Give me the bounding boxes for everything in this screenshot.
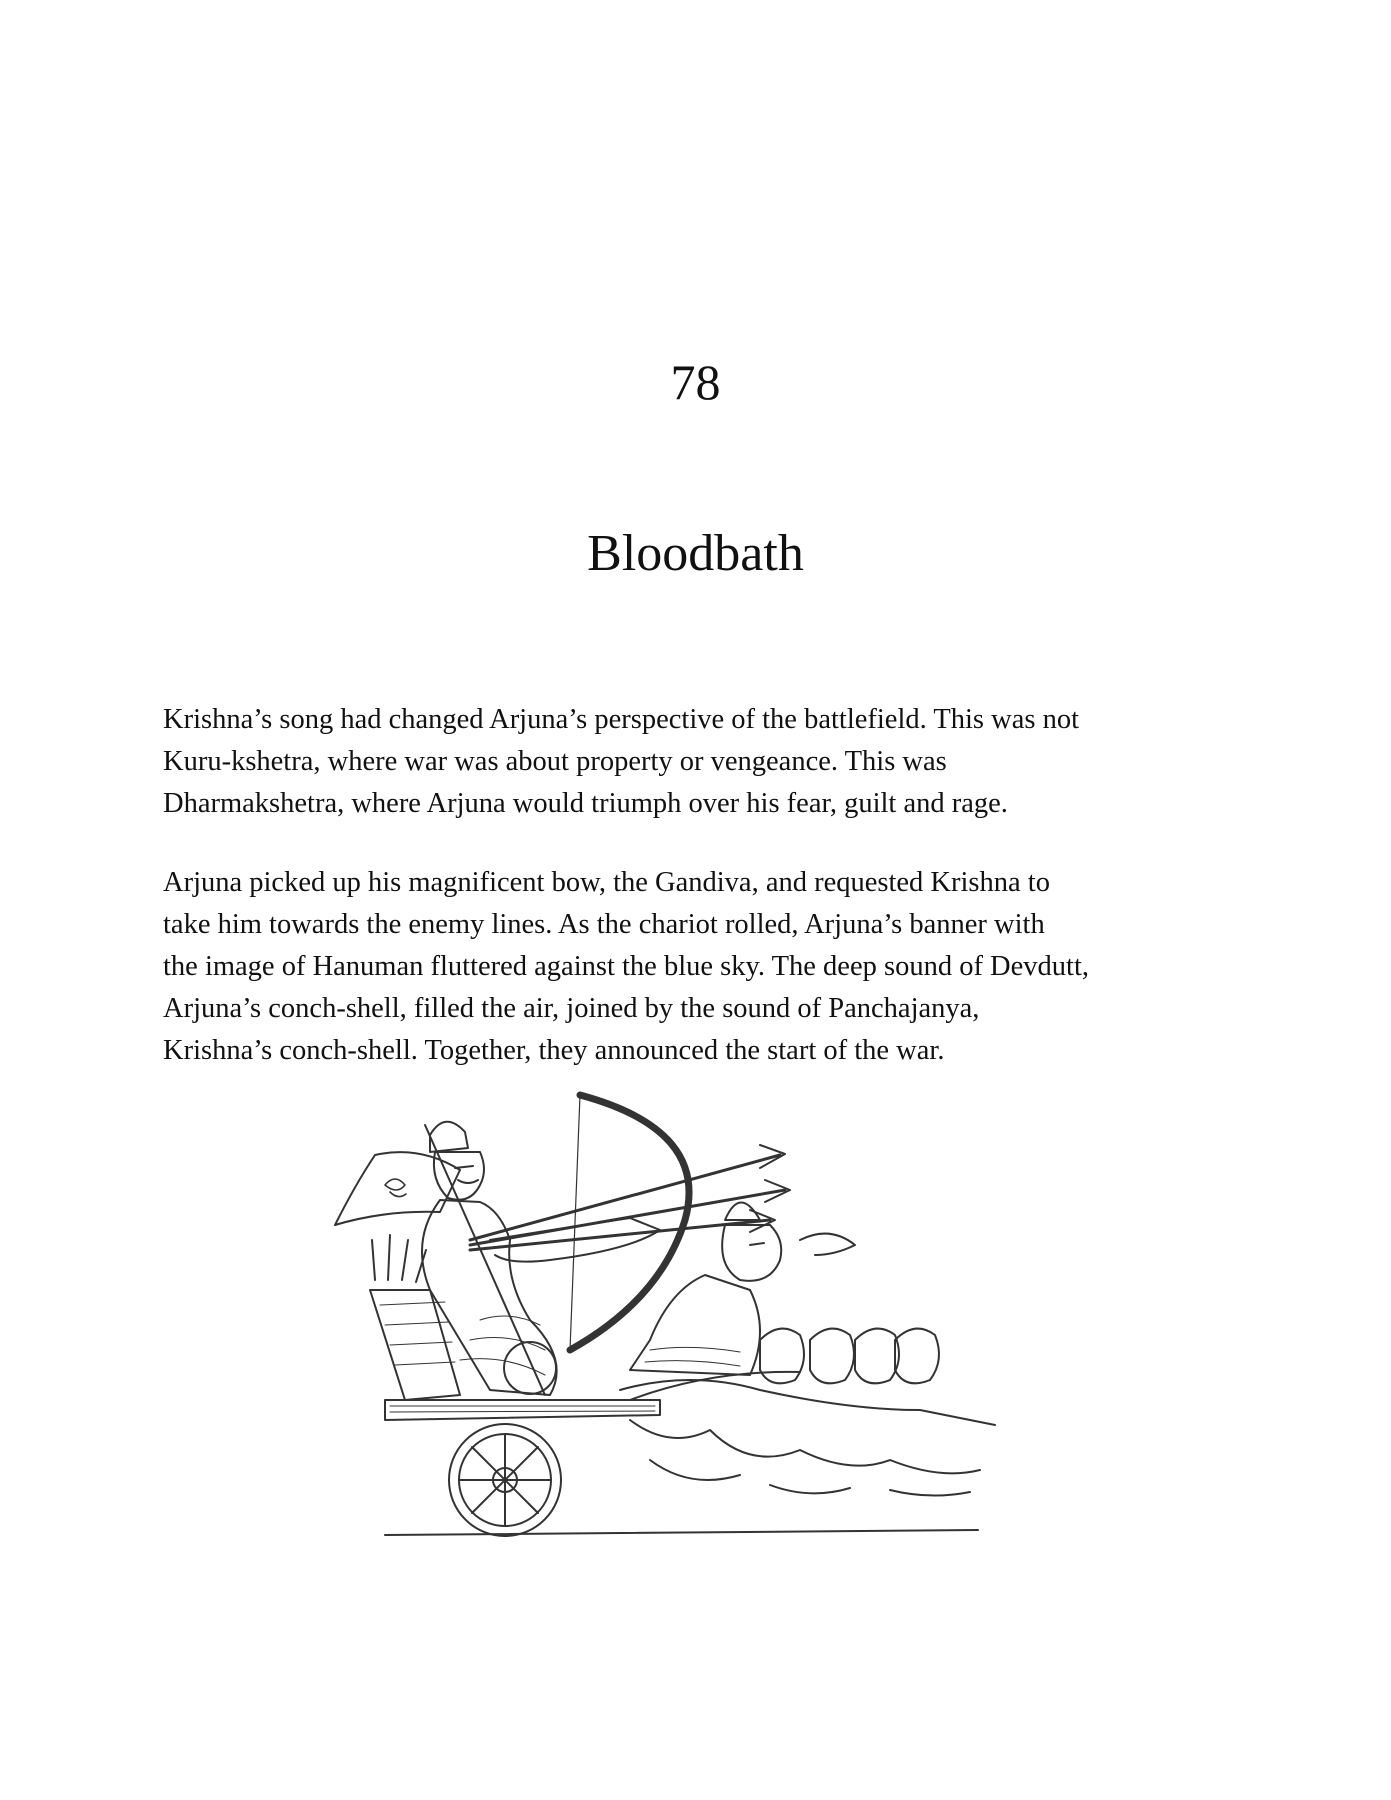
chariot-wheel: [449, 1424, 561, 1536]
paragraph-2: [163, 862, 1253, 1072]
paragraph-line: the image of Hanuman fluttered against the blue sky. The deep sound of Devdutt,: [163, 951, 1089, 982]
krishna-head: [722, 1225, 781, 1281]
paragraph-line: Dharmakshetra, where Arjuna would triumph over his fear, guilt and rage.: [163, 788, 1008, 819]
paragraph-line: Arjuna picked up his magnificent bow, the Gandiva, and requested Krishna to: [163, 867, 1050, 898]
banner-pole: [425, 1125, 545, 1395]
paragraph-line: take him towards the enemy lines. As the chariot rolled, Arjuna’s banner with: [163, 909, 1045, 940]
chapter-number: 78: [670, 354, 721, 410]
ground-line: [385, 1530, 978, 1535]
yoke-pole: [630, 1372, 800, 1400]
chariot-illustration-icon: [330, 1090, 1050, 1560]
paragraph-line: Arjuna’s conch-shell, filled the air, joined by the sound of Panchajanya,: [163, 993, 980, 1024]
chapter-title: Bloodbath: [587, 525, 804, 582]
horses: [620, 1329, 995, 1496]
chariot-platform: [385, 1400, 660, 1420]
krishna-crown: [725, 1203, 760, 1221]
quiver: [370, 1290, 460, 1400]
arjuna-head: [434, 1152, 484, 1200]
gandiva-bow: [570, 1095, 689, 1350]
arjuna-body: [422, 1200, 557, 1395]
paragraph-line: Kuru-kshetra, where war was about property or vengeance. This was: [163, 746, 947, 777]
paragraph-1: [163, 699, 1253, 825]
paragraph-line: Krishna’s conch-shell. Together, they announced the start of the war.: [163, 1035, 945, 1066]
paragraph-line: Krishna’s song had changed Arjuna’s perspective of the battlefield. This was not: [163, 704, 1080, 735]
